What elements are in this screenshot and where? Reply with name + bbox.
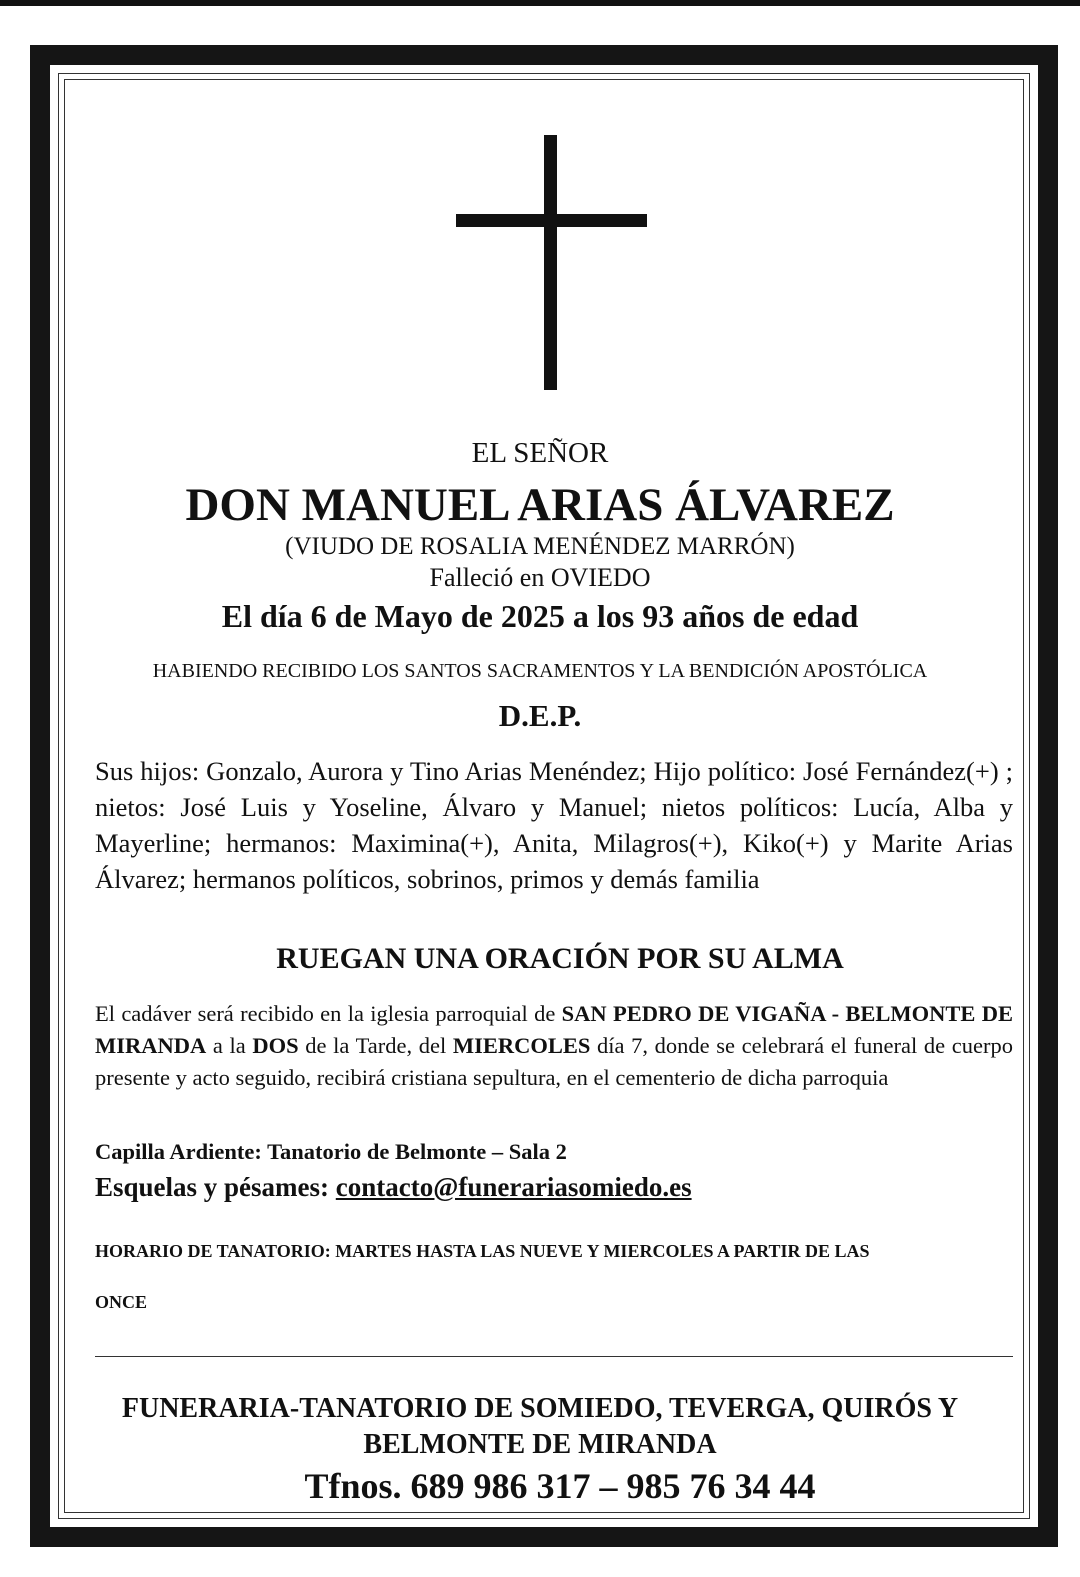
- widow-of: (VIUDO DE ROSALIA MENÉNDEZ MARRÓN): [285, 533, 795, 560]
- family-list: Sus hijos: Gonzalo, Aurora y Tino Arias Menéndez; Hijo político: José Fernández(+) ; nietos: José Luis y Yoseline, Álvaro y Manuel; nietos políticos: Lucía, Alba y Mayerline; hermanos: Maximina(+), Anita, Milagros(+), Kiko(+) y Marite Arias Álvarez; hermanos políticos, sobrinos, primos y demás familia: [95, 756, 1013, 894]
- funeral-text: El cadáver será recibido en la iglesia parroquial de: [95, 1001, 562, 1026]
- funeral-text: de la Tarde, del: [298, 1033, 453, 1058]
- funeral-text: a la: [206, 1033, 253, 1058]
- cross-icon-bar: [456, 214, 647, 227]
- dep: D.E.P.: [498, 698, 582, 733]
- email-link[interactable]: contacto@funerariasomiedo.es: [335, 1172, 692, 1202]
- hours-line-1: HORARIO DE TANATORIO: MARTES HASTA LAS NUEVE Y MIERCOLES A PARTIR DE LAS: [95, 1241, 870, 1261]
- top-edge: [0, 0, 1080, 6]
- funeral-text: día 7, donde se celebrará el funeral de cuerpo presente y acto seguido, recibirá cristiana sepultura, en el cementerio de dicha parroquia: [95, 1033, 1013, 1090]
- divider: [95, 1356, 1013, 1357]
- hour: DOS: [252, 1033, 299, 1058]
- condolences: [95, 1172, 1013, 1203]
- funeral-info: [95, 998, 1013, 1094]
- day: MIERCOLES: [452, 1033, 591, 1058]
- church: SAN PEDRO DE VIGAÑA - BELMONTE DE MIRANDA: [95, 1001, 1013, 1058]
- deceased-name: DON MANUEL ARIAS ÁLVAREZ: [185, 479, 895, 531]
- date-line: El día 6 de Mayo de 2025 a los 93 años de edad: [221, 598, 859, 634]
- sacraments: HABIENDO RECIBIDO LOS SANTOS SACRAMENTOS Y LA BENDICIÓN APOSTÓLICA: [152, 660, 928, 682]
- company-line-2: BELMONTE DE MIRANDA: [363, 1429, 717, 1460]
- company-line-1: FUNERARIA-TANATORIO DE SOMIEDO, TEVERGA, QUIRÓS Y: [121, 1393, 959, 1424]
- died-in: Falleció en OVIEDO: [429, 563, 651, 592]
- phones: Tfnos. 689 986 317 – 985 76 34 44: [304, 1466, 816, 1506]
- hours-line-2: ONCE: [95, 1292, 148, 1312]
- cross-icon: [544, 135, 557, 390]
- prayer: RUEGAN UNA ORACIÓN POR SU ALMA: [276, 942, 844, 975]
- title-small: EL SEÑOR: [471, 437, 609, 469]
- condolences-label: Esquelas y pésames:: [95, 1172, 336, 1202]
- chapel: Capilla Ardiente: Tanatorio de Belmonte – Sala 2: [95, 1139, 567, 1164]
